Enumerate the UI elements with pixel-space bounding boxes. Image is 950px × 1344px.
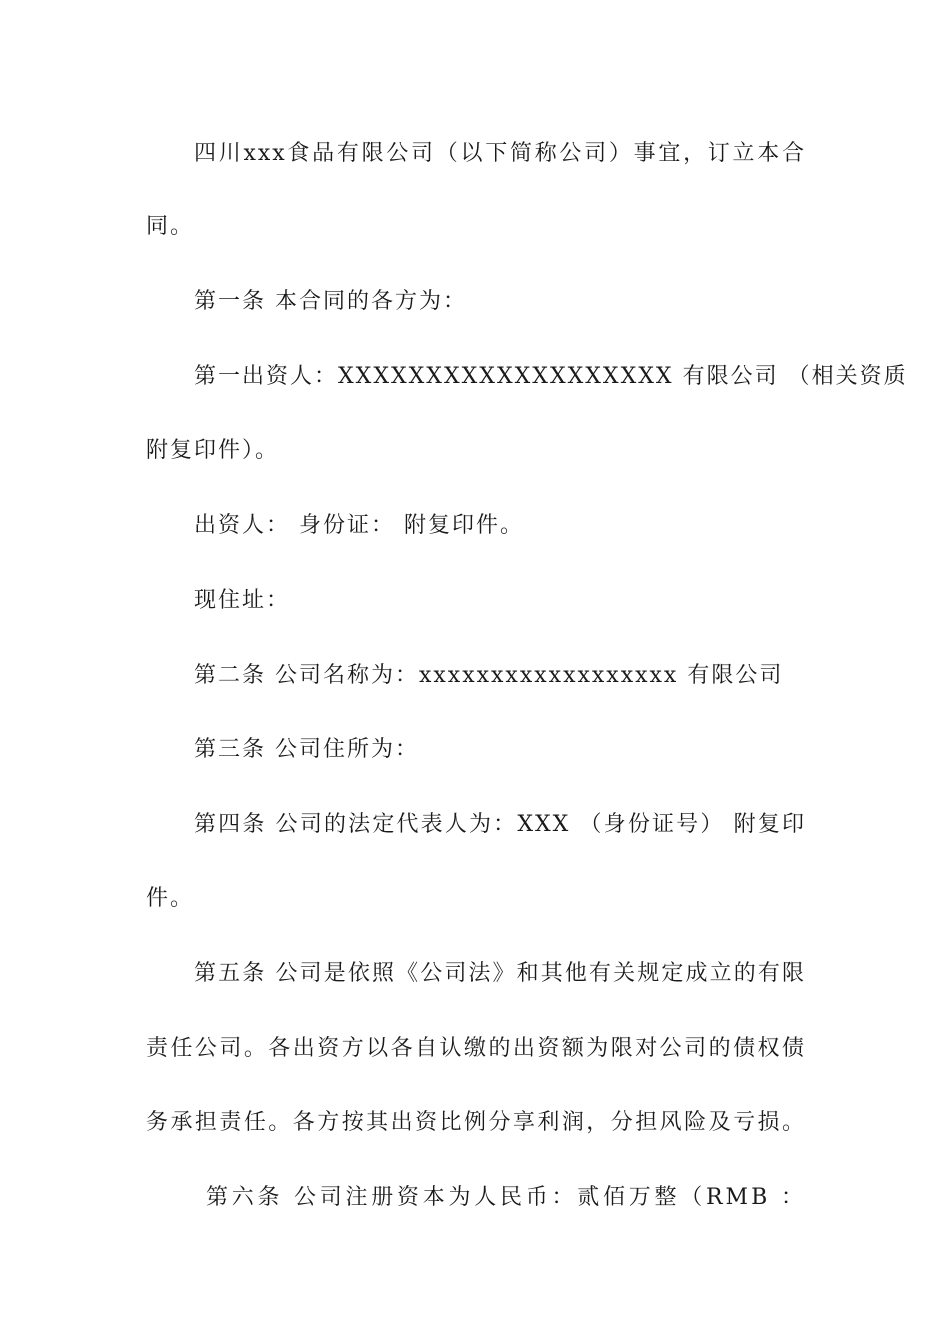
article-2-line: 第二条 公司名称为：xxxxxxxxxxxxxxxxxx 有限公司	[194, 663, 784, 688]
first-investor-line: 第一出资人：XXXXXXXXXXXXXXXXXXX 有限公司 （相关资质	[194, 364, 908, 389]
investor-id-line: 出资人： 身份证： 附复印件。	[194, 513, 524, 538]
article-4-line: 第四条 公司的法定代表人为：XXX （身份证号） 附复印	[194, 812, 806, 837]
article-4-line-cont: 件。	[146, 886, 195, 911]
first-investor-line-cont: 附复印件）。	[146, 438, 280, 463]
article-3-line: 第三条 公司住所为：	[194, 737, 419, 762]
current-address-line: 现住址：	[194, 588, 291, 613]
paragraph-line-1: 四川xxx食品有限公司（以下简称公司）事宜，订立本合	[194, 141, 806, 166]
article-1-heading: 第一条 本合同的各方为：	[194, 289, 467, 314]
paragraph-line-2: 同。	[146, 214, 195, 239]
article-5-line-3: 务承担责任。各方按其出资比例分享利润，分担风险及亏损。	[146, 1110, 806, 1135]
article-5-line-1: 第五条 公司是依照《公司法》和其他有关规定成立的有限	[194, 961, 806, 986]
article-6-line: 第六条 公司注册资本为人民币：贰佰万整（RMB ：	[206, 1185, 806, 1210]
article-5-line-2: 责任公司。各出资方以各自认缴的出资额为限对公司的债权债	[146, 1036, 806, 1061]
